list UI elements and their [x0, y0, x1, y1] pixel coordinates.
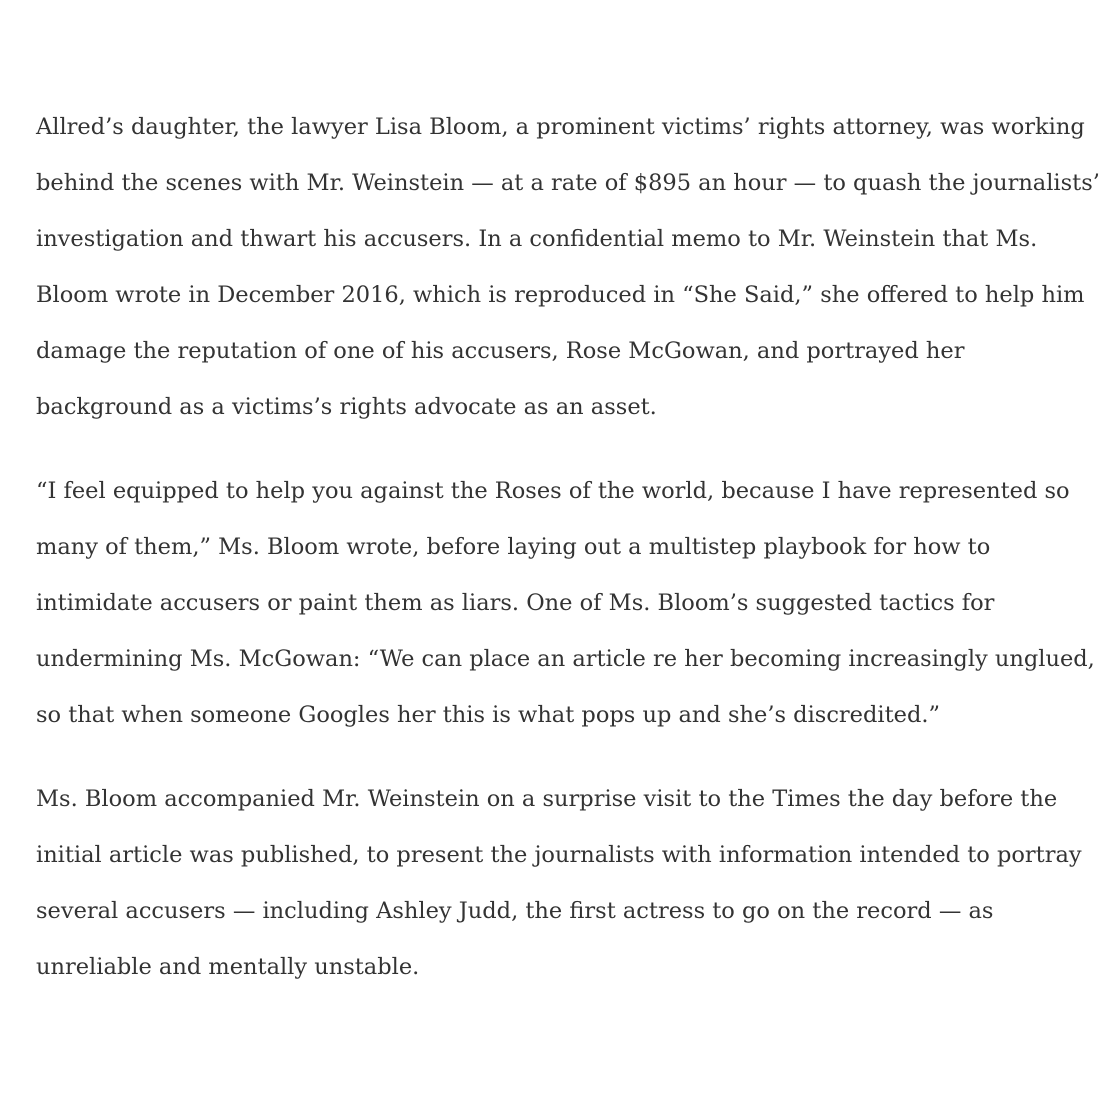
- text-line: “I feel equipped to help you against the Roses of the world, because I have represented so: [36, 478, 1070, 504]
- text-line: so that when someone Googles her this is what pops up and she’s discredited.”: [36, 702, 941, 728]
- text-line: intimidate accusers or paint them as liars. One of Ms. Bloom’s suggested tactics for: [36, 590, 995, 616]
- text-line: behind the scenes with Mr. Weinstein — at a rate of $895 an hour — to quash the journalists’: [36, 170, 1100, 196]
- text-line: investigation and thwart his accusers. In a confidential memo to Mr. Weinstein that Ms.: [36, 226, 1038, 252]
- text-line: Allred’s daughter, the lawyer Lisa Bloom, a prominent victims’ rights attorney, was working: [36, 114, 1085, 140]
- text-line: many of them,” Ms. Bloom wrote, before laying out a multistep playbook for how to: [36, 534, 991, 560]
- article-body: [36, 99, 1100, 995]
- text-line: Ms. Bloom accompanied Mr. Weinstein on a surprise visit to the Times the day before the: [36, 786, 1058, 812]
- text-line: damage the reputation of one of his accusers, Rose McGowan, and portrayed her: [36, 338, 965, 364]
- text-line: initial article was published, to present the journalists with information intended to portray: [36, 842, 1082, 868]
- text-line: Bloom wrote in December 2016, which is reproduced in “She Said,” she offered to help him: [36, 282, 1085, 308]
- paragraph-2: [36, 463, 1095, 743]
- text-line: several accusers — including Ashley Judd, the first actress to go on the record — as: [36, 898, 994, 924]
- paragraph-spacer: [36, 435, 1076, 463]
- paragraph-1: [36, 99, 1100, 435]
- text-line: unreliable and mentally unstable.: [36, 954, 420, 980]
- text-line: undermining Ms. McGowan: “We can place an article re her becoming increasingly unglued,: [36, 646, 1095, 672]
- paragraph-spacer: [36, 743, 1076, 771]
- paragraph-3: [36, 771, 1082, 995]
- text-line: background as a victims’s rights advocate as an asset.: [36, 394, 657, 420]
